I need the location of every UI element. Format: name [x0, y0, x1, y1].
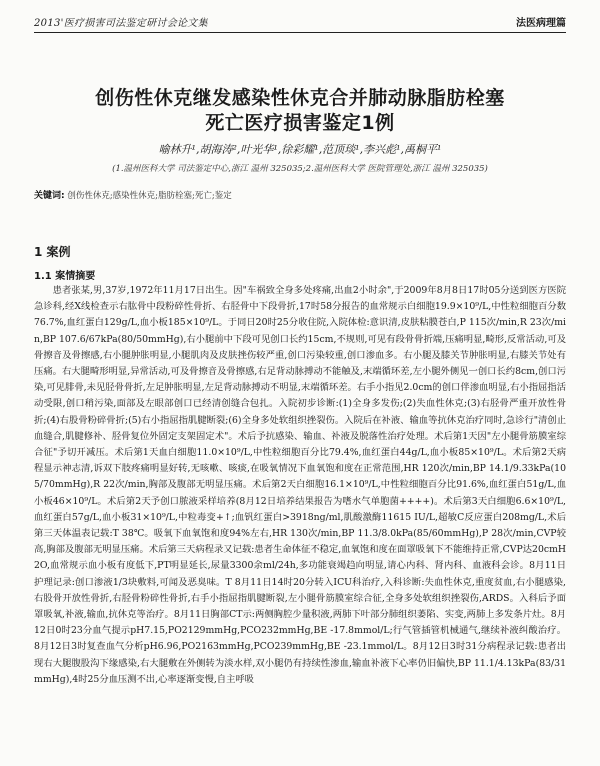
affiliation: (1.温州医科大学 司法鉴定中心,浙江 温州 325035;2.温州医科大学 医院管理处,浙江 温州 325035) — [112, 164, 488, 174]
subsection-heading-summary: 1.1 案情摘要 — [34, 271, 96, 282]
keywords — [34, 188, 566, 201]
body-paragraph: 患者张某,男,37岁,1972年11月17日出生。因"车祸致全身多处疼痛,出血2小时余",于2009年8月8日17时05分送到医方医院急诊科,经X线检查示右肱骨中段粉碎性骨折、右胫骨中下段骨折,17时58分报告的血常规示白细胞19.9×10⁹/L,中性粒细胞百分数76.7%,血红蛋白129g/L,血小板185×10⁹/L。于同日20时25分收住院,入院体检:意识清,皮肤粘膜苍白,P 115次/min,R 23次/min,BP 107.6/67kPa(80/50mmHg),右小腿前中下段可见创口长约15cm,不规则,可见有段骨骨折端,压痛明显,畸形,反常活动,可及骨擦音及骨擦感,右小腿肿胀明显,小腿肌肉及皮肤挫伤较严重,创口污染较重,创口渗血多。右小腿及膝关节肿胀明显,右膝关节处有压痛。右大腿畸形明显,异常活动,可及骨擦音及骨擦感,右足背动脉搏动不能触及,末端循环差,左小腿外侧见一创口长约8cm,创口污染,可见腓骨,未见胫骨骨折,左足肿胀明显,左足背动脉搏动不明显,末端循环差。右手小指见2.0cm的创口伴渗血明显,右小指屈指活动受限,创口稍污染,面部及左眼部创口已经清创缝合包扎。入院初步诊断:(1)全身多发伤;(2)失血性休克;(3)右胫骨严重开放性骨折;(4)右股骨粉碎骨折;(5)右小指屈指肌腱断裂;(6)全身多处软组织挫裂伤。入院后在补液、输血等抗休克治疗同时,急诊行"清创止血缝合,肌腱修补、胫骨复位外固定支架固定术"。术后予抗感染、输血、补液及脱落性治疗处理。术后第1天因"左小腿骨筋膜室综合征"予切开减压。术后第1天血白细胞11.0×10⁹/L,中性粒细胞百分比79.4%,血红蛋白44g/L,血小板85×10⁹/L。术后第2天病程显示神志清,诉双下肢疼痛明显好转,无咳嗽、咳痰,在吸氧情况下血氧饱和度在正常范围,HR 120次/min,BP 14.1/9.33kPa(105/70mmHg),R 22次/min,胸部及腹部无明显压痛。术后第2天白细胞16.1×10⁹/L,中性粒细胞百分比91.6%,血红蛋白51g/L,血小板46×10⁹/L。术后第2天予创口脓液采样培养(8月12日培养结果报告为嗜水气单胞菌++++)。术后第3天白细胞6.6×10⁹/L,血红蛋白57g/L,血小板31×10⁹/L,中粒毒变+↑;血钒红蛋白>3918ng/ml,肌酸激酶11615 IU/L,超敏C反应蛋白208mg/L,术后第三天体温表记载:T 38℃。吸氧下血氧饱和度94%左右,HR 130次/min,BP 11.3/8.0kPa(85/60mmHg),P 28次/min,CVP较高,胸部及腹部无明显压痛。术后第三天病程录又记载:患者生命体征不稳定,血氧饱和度在面罩吸氧下不能维持正常,CVP达20cmH2O,血常规示血小板有度低下,PT明显延长,尿量3300余ml/24h,多功能衰竭趋向明显,请心内科、肾内科、血液科会诊。8月11日护理记录:创口渗液1/3块敷料,可闻及恶臭味。T 8月11日14时20分转入ICU科治疗,入科诊断:失血性休克,重度贫血,右小腿感染,右股骨开放性骨折,右胫骨粉碎性骨折,右手小指屈指肌腱断裂,左小腿骨筋膜室综合征,全身多处软组织挫裂伤,ARDS。入科后予面罩吸氧,补液,输血,抗休克等治疗。8月11日胸部CT示:两侧胸腔少量积液,两肺下叶部分肺组织萎陷、实变,两肺上多发条片灶。8月12日0时23分血气提示pH7.15,PO2129mmHg,PCO232mmHg,BE -17.8mmol/L;行气管插管机械通气,继续补液纠酸治疗。8月12日3时复查血气分析pH6.96,PO2163mmHg,PCO239mmHg,BE -23.1mmol/L。8月12日3时31分病程录记载:患者出现右大腿腹股沟下缘感染,右大腿敷在外侧转为淡水样,双小腿仍有持续性渗血,输血补液下心率仍旧偏快,BP 11.1/4.13kPa(83/31mmHg),4时25分血压测不出,心率逐渐变慢,自主呼吸 — [34, 285, 566, 685]
section-tag: 法医病理篇 — [516, 17, 566, 29]
journal-title: 2013'医疗损害司法鉴定研讨会论文集 — [34, 17, 208, 29]
running-header — [34, 10, 566, 33]
title-line-2: 死亡医疗损害鉴定1例 — [205, 112, 395, 134]
author-list: 喻林升¹,胡海涛²,叶光华¹,徐彩耀¹,范顶琰¹,李兴彪¹,禹桐平¹ — [158, 143, 442, 156]
paper-title — [40, 86, 560, 136]
keywords-label: 关键词: — [34, 191, 65, 201]
keywords-text: 创伤性休克;感染性休克;脂肪栓塞;死亡;鉴定 — [67, 191, 232, 201]
section-heading-case: 1 案例 — [34, 245, 71, 259]
title-line-1: 创伤性休克继发感染性休克合并肺动脉脂肪栓塞 — [95, 87, 505, 109]
